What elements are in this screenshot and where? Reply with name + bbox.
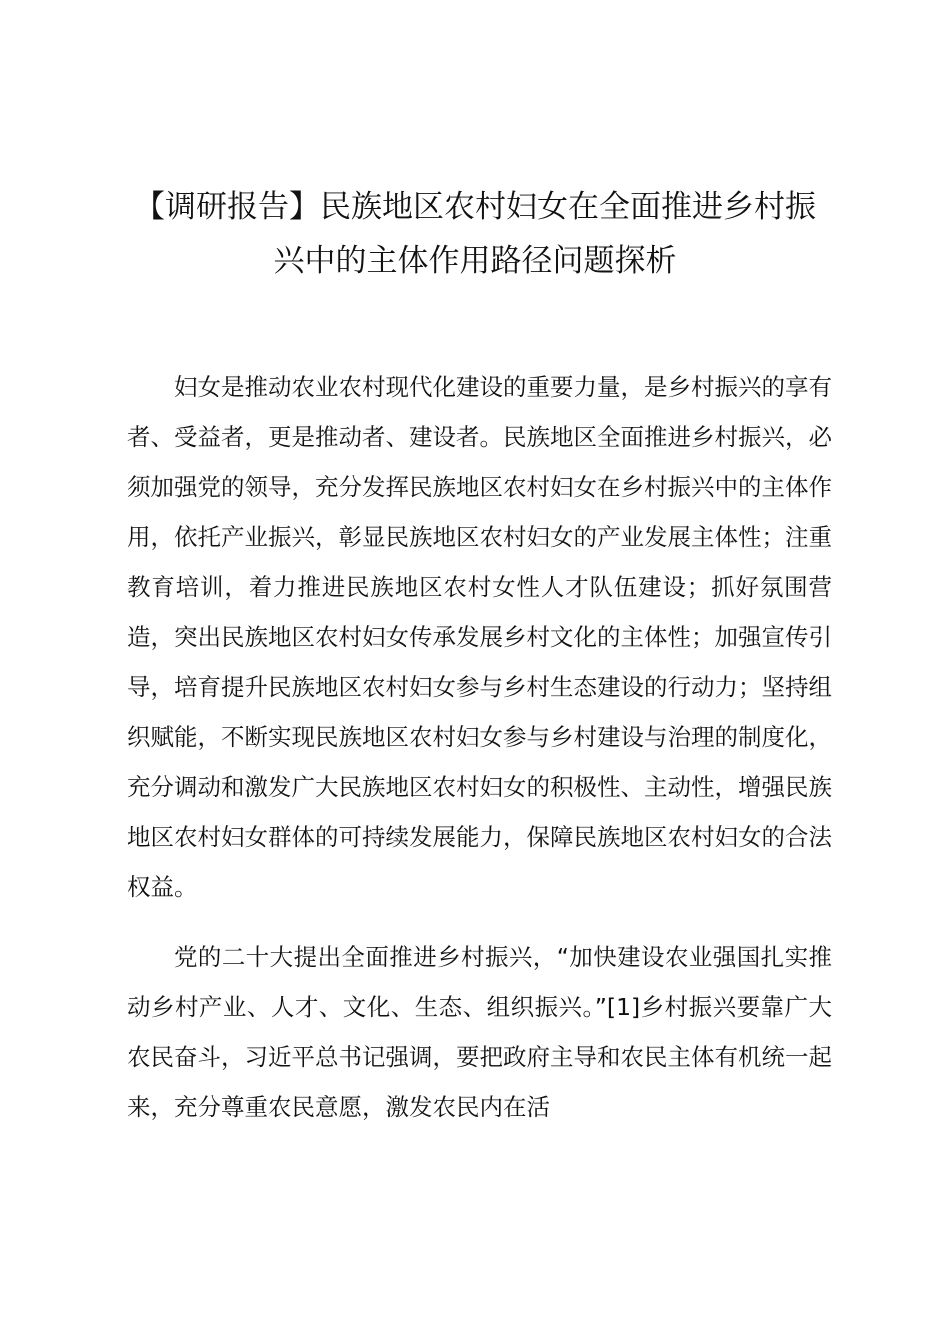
body-paragraph-1: 妇女是推动农业农村现代化建设的重要力量，是乡村振兴的享有者、受益者，更是推动者、建设者。民族地区全面推进乡村振兴，必须加强党的领导，充分发挥民族地区农村妇女在乡村振兴中的主体作用，依托产业振兴，彰显民族地区农村妇女的产业发展主体性；注重教育培训，着力推进民族地区农村女性人才队伍建设；抓好氛围营造，突出民族地区农村妇女传承发展乡村文化的主体性；加强宣传引导，培育提升民族地区农村妇女参与乡村生态建设的行动力；坚持组织赋能，不断实现民族地区农村妇女参与乡村建设与治理的制度化，充分调动和激发广大民族地区农村妇女的积极性、主动性，增强民族地区农村妇女群体的可持续发展能力，保障民族地区农村妇女的合法权益。 [127, 373, 832, 901]
document-body [127, 362, 832, 1152]
body-paragraph-2: 党的二十大提出全面推进乡村振兴，“加快建设农业强国扎实推动乡村产业、人才、文化、生态、组织振兴。”[1]乡村振兴要靠广大农民奋斗，习近平总书记强调，要把政府主导和农民主体有机统一起来，充分尊重农民意愿，激发农民内在活 [127, 943, 832, 1121]
document-title: 【调研报告】民族地区农村妇女在全面推进乡村振兴中的主体作用路径问题探析 [134, 189, 816, 279]
